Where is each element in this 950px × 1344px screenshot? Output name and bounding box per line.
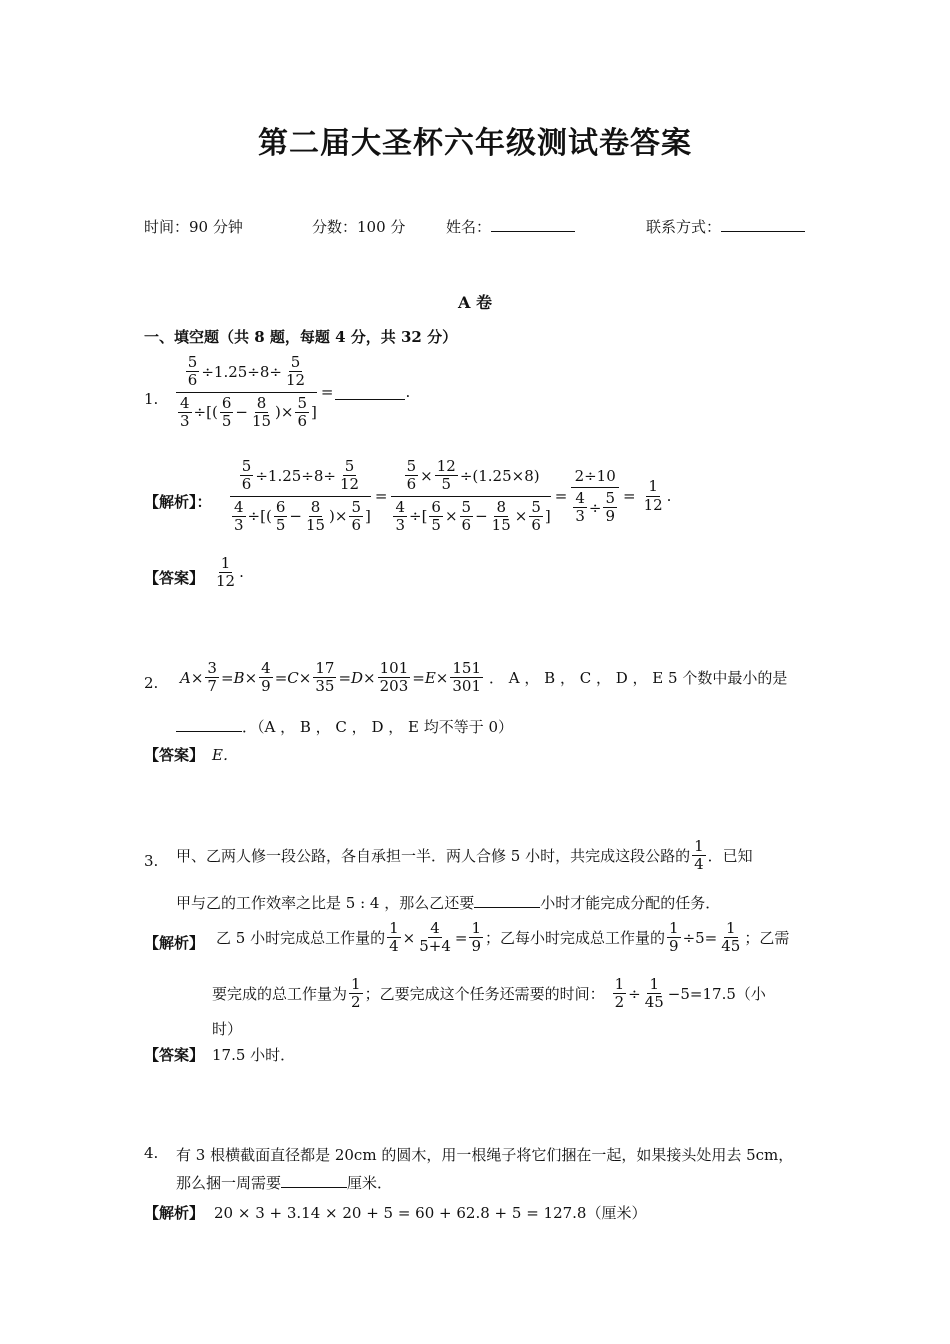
contact-label: 联系方式： [646,218,722,236]
q3-ana2-text: 要完成的总工作量为 [212,985,348,1004]
q4-line2-text: 那么捆一周需要 [176,1174,282,1192]
q3-answer: 17.5 小时． [212,1046,296,1064]
part-heading: 一、填空题（共 8 题，每题 4 分，共 32 分） [144,328,458,346]
page-title: 第二届大圣杯六年级测试卷答案 [258,126,692,161]
name-label: 姓名： [446,218,492,236]
q1-analysis-label: 【解析】： [144,493,212,511]
name-blank [491,217,575,232]
time-info: 时间：90 分钟 [144,218,243,236]
q2-stem-line2 [176,716,513,737]
section-heading: A 卷 [458,293,492,312]
q2-answer-label: 【答案】 [144,746,205,764]
q3-analysis-line1: 乙 5 小时完成总工作量的 1 4 × 4 5+4 = 1 9 ；乙每小时完成总工作量的 1 9 ÷5= 1 45 ；乙需 [216,919,790,956]
q4-analysis: 20 × 3 + 3.14 × 20 + 5 = 60 + 62.8 + 5 = 127.8（厘米） [214,1204,647,1222]
q1-analysis: 5 6 ÷1.25÷8÷ 5 12 4 3 ÷[( 6 5 − 8 15 )× 5 6 ] = 5 6 × 12 5 ÷(1.25×8) 4 3 ÷[ 6 5 × 5 6 − 8 15 × 5 6 ] = 2÷10 4 3 ÷ 5 9 = $\frac{1}{12}$ . [230,458,671,534]
q3-ana1-text: 乙 5 小时完成总工作量的 [216,929,386,948]
q2-stem-line2-text: ．（A ， B ， C ， D ， E 均不等于 0） [242,718,514,736]
q3-ana1-tail: ；乙需 [744,929,790,948]
q4-line1: 有 3 根横截面直径都是 20cm 的圆木，用一根绳子将它们捆在一起，如果接头处用去 5cm， [176,1146,794,1164]
score-info: 分数：100 分 [312,218,406,236]
q2-blank [176,717,242,732]
q4-blank [281,1173,347,1188]
q3-blank [474,893,540,908]
q3-analysis-label: 【解析】 [144,934,205,952]
contact-blank [721,217,805,232]
q1-blank [335,385,405,400]
q3-line2 [176,892,720,913]
q3-answer-label: 【答案】 [144,1046,205,1064]
q3-line1-tail: ．已知 [707,847,753,866]
q4-line2-tail: 厘米． [347,1174,393,1192]
q3-line2-tail: 小时才能完成分配的任务． [540,894,721,912]
name-field [446,216,575,237]
q4-line2 [176,1172,392,1193]
q2-stem: A × 3 7 = B × 4 9 = C × 17 35 = D × 101 203 = E × 151 301 ． A ， B ， C ， D ， E 5 个数中最小的是 [180,659,788,696]
q1-answer-label: 【答案】 [144,569,205,587]
q2-number: 2. [144,674,159,692]
q4-analysis-label: 【解析】 [144,1204,205,1222]
q4-number: 4. [144,1144,159,1162]
q2-answer: E． [212,746,238,764]
q2-stem-tail: ． A ， B ， C ， D ， E 5 个数中最小的是 [489,669,788,688]
q3-analysis-line2: 要完成的总工作量为 1 2 ；乙要完成这个任务还需要的时间： 1 2 ÷ 1 45 −5=17.5 （小 [212,975,766,1012]
q3-line1-text: 甲、乙两人修一段公路，各自承担一半．两人合修 5 小时，共完成这段公路的 [176,847,691,866]
q1-answer-tail: . [239,562,244,581]
q3-ana2-tail: （小 [735,985,766,1004]
q3-line1: 甲、乙两人修一段公路，各自承担一半．两人合修 5 小时，共完成这段公路的 1 4 ．已知 [176,837,753,874]
contact-field [646,216,805,237]
q3-ana2-mid: ；乙要完成这个任务还需要的时间： [364,985,605,1004]
q3-number: 3. [144,852,159,870]
q3-line2-text: 甲与乙的工作效率之比是 5 : 4 ，那么乙还要 [176,894,475,912]
q1-expression: 5 6 ÷1.25÷8÷ 5 12 4 3 ÷[( 6 5 − 8 15 )× 5 6 ] = . [176,354,410,430]
q1-answer: $\frac{1}{12}$ . [216,554,244,591]
q3-ana1-mid: ；乙每小时完成总工作量的 [485,929,666,948]
q3-analysis-line3: 时） [212,1020,243,1038]
q1-number: 1. [144,390,159,408]
